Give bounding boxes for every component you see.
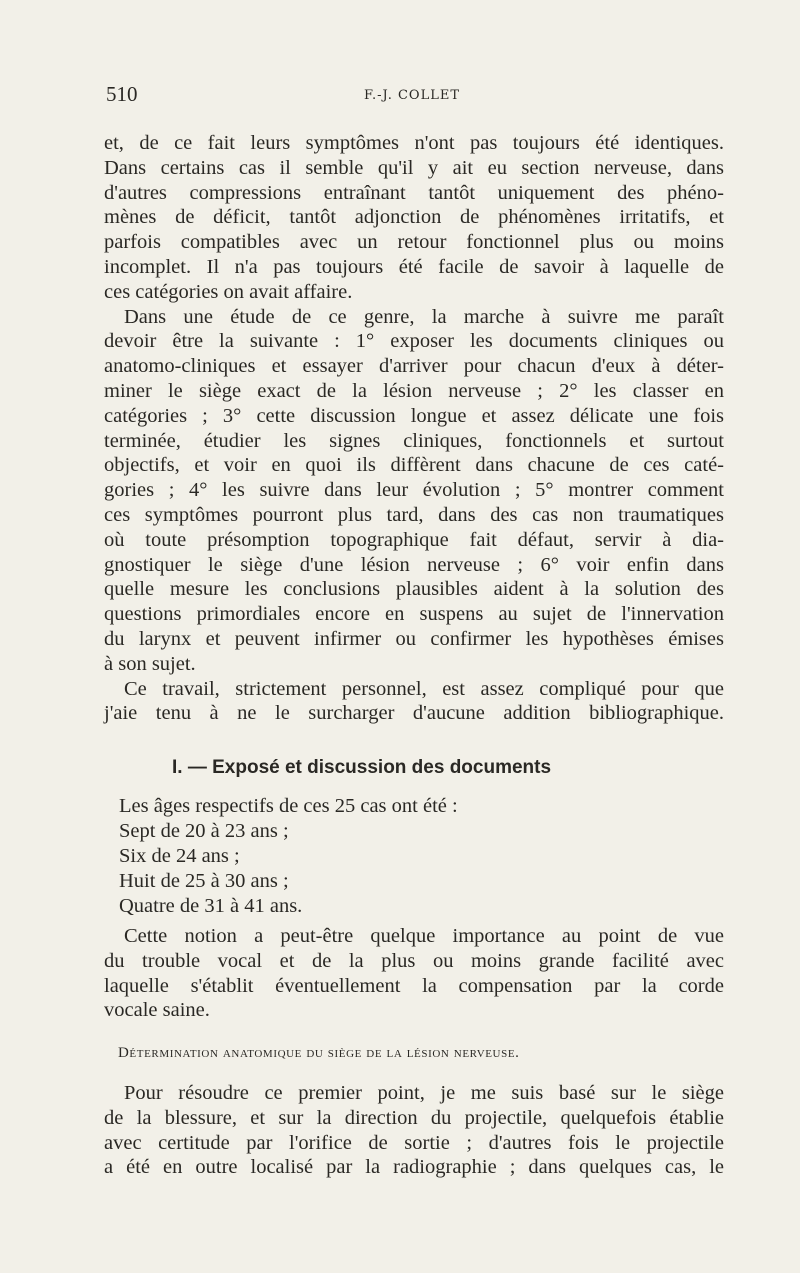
text-line: j'aie tenu à ne le surcharger d'aucune addition bibliographique. [104, 702, 724, 725]
text-line: ces catégories on avait affaire. [104, 280, 353, 303]
text-line: de la blessure, et sur la direction du projectile, quelquefois établie [104, 1106, 724, 1129]
intro-text-block [104, 131, 724, 726]
text-line: gnostiquer le siège d'une lésion nerveuse ; 6° voir enfin dans [104, 553, 724, 576]
text-line: et, de ce fait leurs symptômes n'ont pas toujours été identiques. [104, 132, 724, 154]
list-item: Sept de 20 à 23 ans ; [119, 820, 289, 842]
text-line: d'autres compressions entraînant tantôt uniquement des phéno- [104, 181, 724, 204]
notion-text-block [104, 924, 724, 1023]
list-item: Les âges respectifs de ces 25 cas ont été : [119, 795, 458, 817]
text-line: laquelle s'établit éventuellement la compensation par la corde [104, 974, 724, 997]
text-line: devoir être la suivante : 1° exposer les documents cliniques ou [104, 330, 724, 353]
page-header [106, 82, 722, 112]
list-item: Six de 24 ans ; [119, 845, 240, 867]
text-line: anatomo-cliniques et essayer d'arriver pour chacun d'eux à déter- [104, 355, 724, 378]
text-line: Dans certains cas il semble qu'il y ait eu section nerveuse, dans [104, 156, 724, 179]
text-line: incomplet. Il n'a pas toujours été facile de savoir à laquelle de [104, 255, 724, 278]
text-line: du trouble vocal et de la plus ou moins grande facilité avec [104, 949, 724, 972]
text-line: a été en outre localisé par la radiographie ; dans quelques cas, le [104, 1156, 724, 1179]
text-line: quelle mesure les conclusions plausibles aident à la solution des [104, 578, 724, 601]
subheading: Détermination anatomique du siège de la lésion nerveuse. [118, 1045, 520, 1061]
text-line: gories ; 4° les suivre dans leur évolution ; 5° montrer comment [104, 479, 724, 502]
text-line: Ce travail, strictement personnel, est assez compliqué pour que [124, 677, 724, 700]
section-title: I. — Exposé et discussion des documents [172, 757, 552, 778]
text-line: Cette notion a peut-être quelque importance au point de vue [124, 925, 724, 947]
text-line: questions primordiales encore en suspens au sujet de l'innervation [104, 603, 724, 626]
text-line: Dans une étude de ce genre, la marche à suivre me paraît [124, 305, 724, 328]
text-line: catégories ; 3° cette discussion longue et assez délicate une fois [104, 404, 724, 427]
ages-list [119, 794, 458, 919]
text-line: vocale saine. [104, 999, 210, 1022]
text-line: Pour résoudre ce premier point, je me suis basé sur le siège [124, 1082, 724, 1104]
text-line: objectifs, et voir en quoi ils diffèrent dans chacune de ces caté- [104, 454, 724, 477]
text-line: terminée, étudier les signes cliniques, fonctionnels et surtout [104, 429, 724, 452]
list-item: Quatre de 31 à 41 ans. [119, 895, 303, 917]
text-line: parfois compatibles avec un retour fonctionnel plus ou moins [104, 231, 724, 254]
text-line: mènes de déficit, tantôt adjonction de phénomènes irritatifs, et [104, 206, 724, 229]
page-number: 510 [106, 82, 138, 106]
text-line: miner le siège exact de la lésion nerveuse ; 2° les classer en [104, 379, 724, 402]
text-line: avec certitude par l'orifice de sortie ; d'autres fois le projectile [104, 1131, 724, 1154]
text-line: ces symptômes pourront plus tard, dans des cas non traumatiques [104, 503, 724, 526]
text-line: du larynx et peuvent infirmer ou confirmer les hypothèses émises [104, 627, 724, 650]
text-line: à son sujet. [104, 652, 196, 675]
final-text-block [104, 1081, 724, 1180]
list-item: Huit de 25 à 30 ans ; [119, 870, 289, 892]
running-head: F.-J. COLLET [364, 88, 461, 103]
text-line: où toute présomption topographique fait défaut, servir à dia- [104, 528, 724, 551]
